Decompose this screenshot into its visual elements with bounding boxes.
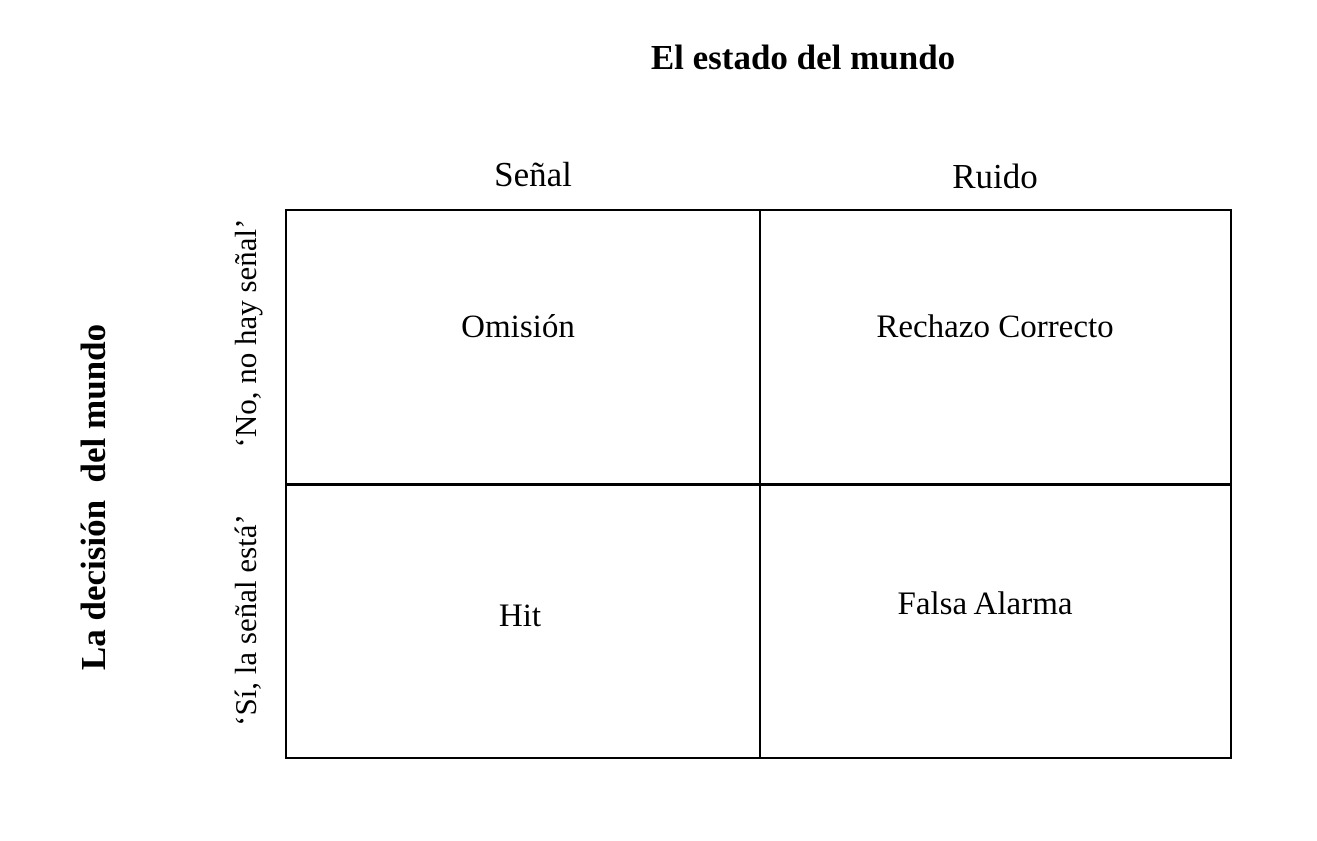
cell-hit: Hit bbox=[498, 598, 542, 634]
column-header-ruido: Ruido bbox=[952, 157, 1038, 196]
cell-rechazo-correcto: Rechazo Correcto bbox=[876, 309, 1114, 345]
side-axis-title: La decisión del mundo bbox=[74, 323, 113, 671]
decision-matrix-grid bbox=[285, 209, 1232, 759]
cell-falsa-alarma: Falsa Alarma bbox=[897, 586, 1073, 622]
column-header-senal: Señal bbox=[494, 155, 572, 194]
cell-omision: Omisión bbox=[461, 309, 575, 345]
grid-horizontal-divider bbox=[287, 483, 1230, 486]
row-label-si-senal: ‘Sí, la señal está’ bbox=[228, 514, 263, 726]
row-label-no-senal: ‘No, no hay señal’ bbox=[228, 218, 263, 448]
diagram-title: El estado del mundo bbox=[650, 38, 956, 77]
